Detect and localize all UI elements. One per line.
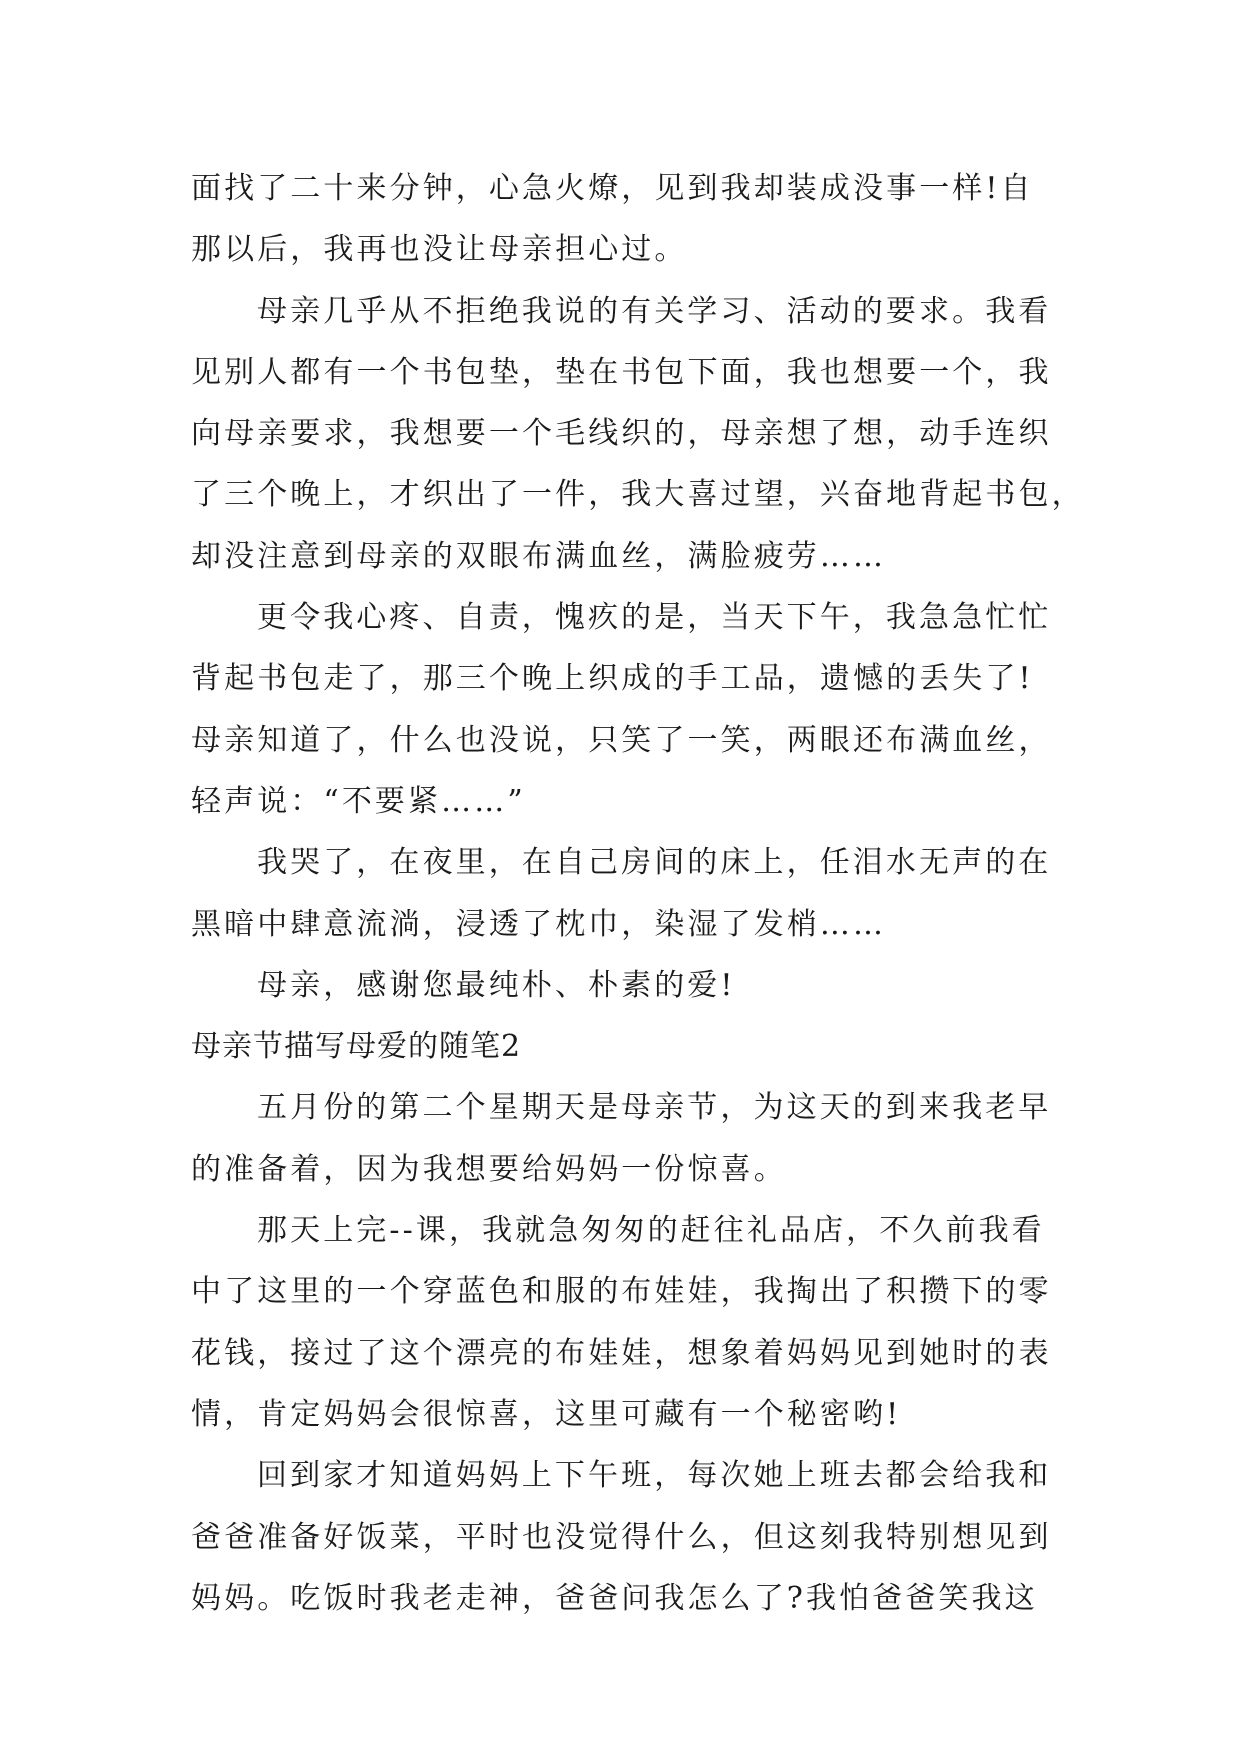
text-line: 的准备着，因为我想要给妈妈一份惊喜。 [191,1151,787,1187]
body-text [191,158,1085,1629]
text-line: 见别人都有一个书包垫，垫在书包下面，我也想要一个，我 [191,354,1052,390]
text-line: 情，肯定妈妈会很惊喜，这里可藏有一个秘密哟! [191,1396,902,1432]
paragraph-start-line: 回到家才知道妈妈上下午班，每次她上班去都会给我和 [257,1458,1052,1494]
text-line: 却没注意到母亲的双眼布满血丝，满脸疲劳…… [191,538,887,574]
paragraph-start-line: 五月份的第二个星期天是母亲节，为这天的到来我老早 [257,1090,1052,1126]
text-line: 母亲知道了，什么也没说，只笑了一笑，两眼还布满血丝， [191,722,1052,758]
paragraph-start-line: 我哭了，在夜里，在自己房间的床上，任泪水无声的在 [257,845,1052,881]
text-line: 那以后，我再也没让母亲担心过。 [191,232,688,268]
section-heading: 母亲节描写母爱的随笔2 [191,1029,522,1065]
text-line: 黑暗中肆意流淌，浸透了枕巾，染湿了发梢…… [191,906,887,942]
text-line: 花钱，接过了这个漂亮的布娃娃，想象着妈妈见到她时的表 [191,1335,1052,1371]
text-line: 爸爸准备好饭菜，平时也没觉得什么，但这刻我特别想见到 [191,1519,1052,1555]
paragraph-start-line: 母亲几乎从不拒绝我说的有关学习、活动的要求。我看 [257,293,1052,329]
text-line: 面找了二十来分钟，心急火燎，见到我却装成没事一样!自 [191,171,1034,206]
text-line: 妈妈。吃饭时我老走神，爸爸问我怎么了?我怕爸爸笑我这 [191,1580,1038,1616]
paragraph-start-line: 更令我心疼、自责，愧疚的是，当天下午，我急急忙忙 [257,600,1052,636]
text-line: 轻声说：“不要紧……” [191,783,526,819]
paragraph-start-line: 母亲，感谢您最纯朴、朴素的爱! [257,967,736,1003]
text-line: 中了这里的一个穿蓝色和服的布娃娃，我掏出了积攒下的零 [191,1274,1052,1310]
text-line: 背起书包走了，那三个晚上织成的手工品，遗憾的丢失了! [191,661,1034,697]
text-line: 向母亲要求，我想要一个毛线织的，母亲想了想，动手连织 [191,416,1052,452]
paragraph-start-line: 那天上完--课，我就急匆匆的赶往礼品店，不久前我看 [257,1213,1045,1249]
text-line: 了三个晚上，才织出了一件，我大喜过望，兴奋地背起书包， [191,477,1085,513]
